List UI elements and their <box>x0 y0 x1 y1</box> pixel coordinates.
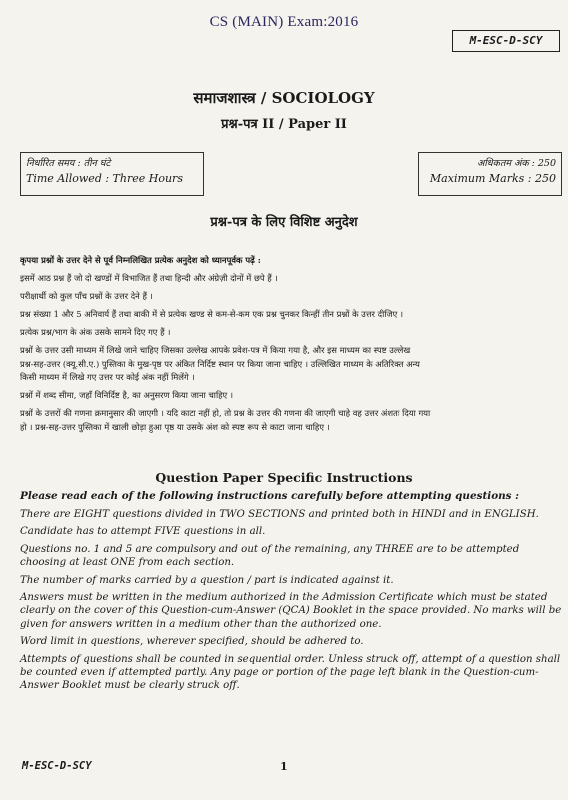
maximum-marks-box <box>418 152 562 196</box>
paper-code-box: M-ESC-D-SCY <box>452 30 560 52</box>
hindi-line: प्रश्नों के उत्तरों की गणना क्रमानुसार की जाएगी । यदि काटा नहीं हो, तो प्रश्न के उत्तर की गणना की जाएगी चाहे वह उत्तर अंशतः दिया गया <box>20 408 431 419</box>
hindi-line: हो । प्रश्न-सह-उत्तर पुस्तिका में खाली छोड़ा हुआ पृष्ठ या उसके अंश को स्पष्ट रूप से काटा जाना चाहिए । <box>20 421 330 432</box>
hindi-instructions <box>20 254 565 439</box>
hindi-line: किसी माध्यम में लिखे गए उत्तर पर कोई अंक नहीं मिलेंगे । <box>20 372 195 383</box>
english-paragraph: Questions no. 1 and 5 are compulsory and out of the remaining, any THREE are to be attempted choosing at least ONE from each section. <box>20 543 520 568</box>
english-instructions <box>20 490 565 697</box>
hindi-instructions-heading: प्रश्न-पत्र के लिए विशिष्ट अनुदेश <box>210 215 358 230</box>
hindi-line: प्रश्नों में शब्द सीमा, जहाँ विनिर्दिष्ट है, का अनुसरण किया जाना चाहिए । <box>20 390 234 401</box>
maximum-marks-english: Maximum Marks : 250 <box>429 172 556 185</box>
english-paragraph: Answers must be written in the medium authorized in the Admission Certificate which must be stated clearly on the cover of this Question-cum-Answer (QCA) Booklet in the space provided. No marks will be given for answers written in a medium other than the authorized one. <box>20 592 562 630</box>
hindi-line: परीक्षार्थी को कुल पाँच प्रश्नों के उत्तर देने हैं । <box>20 291 153 302</box>
time-allowed-hindi: निर्धारित समय : तीन घंटे <box>26 158 111 169</box>
exam-title: CS (MAIN) Exam:2016 <box>209 14 359 30</box>
english-paragraph: Attempts of questions shall be counted in sequential order. Unless struck off, attempt of a question shall be counted even if attempted partly. Any page or portion of the page left blank in the Question-cum-Answer Booklet must be clearly struck off. <box>20 653 561 692</box>
english-intro: Please read each of the following instructions carefully before attempting questions : <box>20 490 519 502</box>
maximum-marks-hindi: अधिकतम अंक : 250 <box>477 158 556 169</box>
page-number: 1 <box>280 760 288 773</box>
footer-paper-code: M-ESC-D-SCY <box>22 760 92 772</box>
english-paragraph: The number of marks carried by a question / part is indicated against it. <box>20 574 394 586</box>
english-paragraph: Word limit in questions, wherever specified, should be adhered to. <box>20 636 364 648</box>
hindi-intro: कृपया प्रश्नों के उत्तर देने से पूर्व निम्नलिखित प्रत्येक अनुदेश को ध्यानपूर्वक पढ़ें : <box>20 255 261 265</box>
subject-title: समाजशास्त्र / SOCIOLOGY <box>193 89 375 107</box>
hindi-line: इसमें आठ प्रश्न हैं जो दो खण्डों में विभाजित हैं तथा हिन्दी और अंग्रेज़ी दोनों में छपे हैं । <box>20 273 278 284</box>
hindi-line: प्रश्नों के उत्तर उसी माध्यम में लिखे जाने चाहिए जिसका उल्लेख आपके प्रवेश-पत्र में किया गया है, और इस माध्यम का स्पष्ट उल्लेख <box>20 345 411 356</box>
english-paragraph: Candidate has to attempt FIVE questions in all. <box>20 526 266 538</box>
hindi-line: प्रश्न-सह-उत्तर (क्यू.सी.ए.) पुस्तिका के मुख-पृष्ठ पर अंकित निर्दिष्ट स्थान पर किया जाना चाहिए । उल्लिखित माध्यम के अतिरिक्त अन्य <box>20 358 420 369</box>
english-instructions-heading: Question Paper Specific Instructions <box>155 470 413 485</box>
time-allowed-english: Time Allowed : Three Hours <box>26 172 183 185</box>
paper-title: प्रश्न-पत्र II / Paper II <box>221 117 347 132</box>
time-allowed-box <box>20 152 204 196</box>
hindi-line: प्रत्येक प्रश्न/भाग के अंक उसके सामने दिए गए हैं । <box>20 327 171 338</box>
english-paragraph: There are EIGHT questions divided in TWO SECTIONS and printed both in HINDI and in ENGLISH. <box>20 508 539 520</box>
hindi-line: प्रश्न संख्या 1 और 5 अनिवार्य हैं तथा बाकी में से प्रत्येक खण्ड से कम-से-कम एक प्रश्न चुनकर किन्हीं तीन प्रश्नों के उत्तर दीजिए । <box>20 309 404 320</box>
